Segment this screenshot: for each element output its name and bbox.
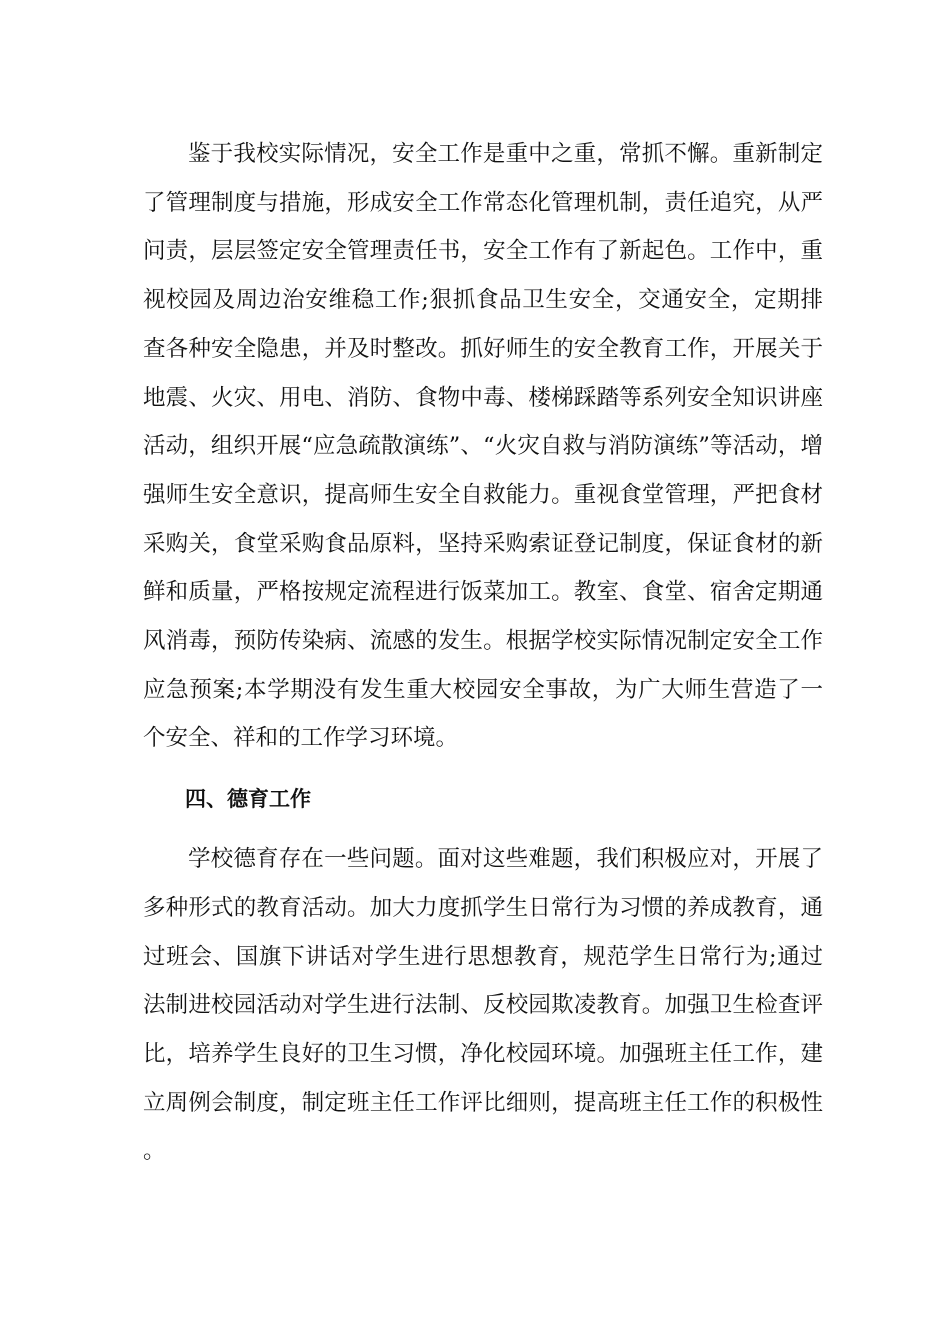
safety-work-paragraph: 鉴于我校实际情况，安全工作是重中之重，常抓不懈。重新制定了管理制度与措施，形成安全工作常态化管理机制，责任追究，从严问责，层层签定安全管理责任书，安全工作有了新起色。工作中，重视校园及周边治安维稳工作;狠抓食品卫生安全，交通安全，定期排查各种安全隐患，并及时整改。抓好师生的安全教育工作，开展关于地震、火灾、用电、消防、食物中毒、楼梯踩踏等系列安全知识讲座活动，组织开展“应急疏散演练”、“火灾自救与消防演练”等活动，增强师生安全意识，提高师生安全自救能力。重视食堂管理，严把食材采购关，食堂采购食品原料，坚持采购索证登记制度，保证食材的新鲜和质量，严格按规定流程进行饭菜加工。教室、食堂、宿舍定期通风消毒，预防传染病、流感的发生。根据学校实际情况制定安全工作应急预案;本学期没有发生重大校园安全事故，为广大师生营造了一个安全、祥和的工作学习环境。 <box>143 141 823 752</box>
section-heading-moral-education: 四、德育工作 <box>185 787 311 812</box>
moral-education-paragraph: 学校德育存在一些问题。面对这些难题，我们积极应对，开展了多种形式的教育活动。加大力度抓学生日常行为习惯的养成教育，通过班会、国旗下讲话对学生进行思想教育，规范学生日常行为;通过法制进校园活动对学生进行法制、反校园欺凌教育。加强卫生检查评比，培养学生良好的卫生习惯，净化校园环境。加强班主任工作，建立周例会制度，制定班主任工作评比细则，提高班主任工作的积极性。 <box>143 846 823 1165</box>
document-body <box>143 130 823 1176</box>
